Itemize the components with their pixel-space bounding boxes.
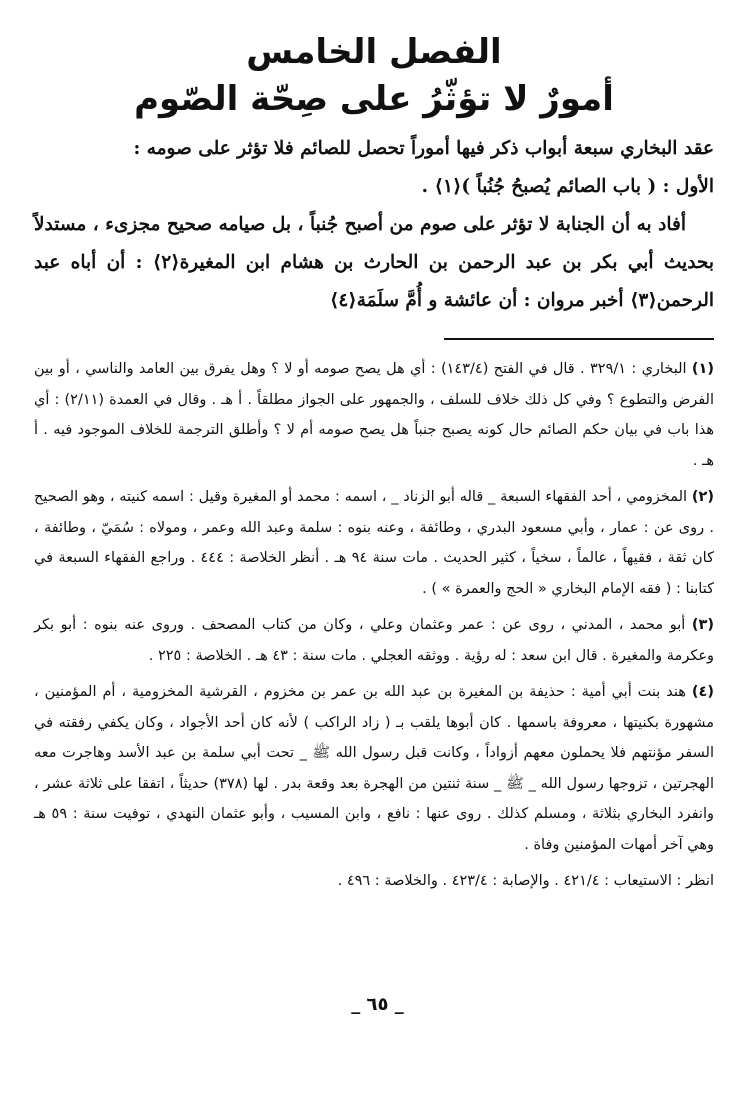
footnote-number: (٣) [691, 617, 715, 633]
footnote [34, 610, 714, 671]
chapter-title: أمورٌ لا تؤثّرُ على صِحّة الصّوم [134, 79, 614, 119]
first-item-label: الأول [675, 176, 714, 197]
chapter-number: الفصل الخامس [246, 32, 502, 72]
hadith-paragraph: أفاد به أن الجنابة لا تؤثر على صوم من أصبح جُنباً ، بل صيامه صحيح مجزىء ، مستدلاً بحديث أبي بكر بن عبد الرحمن بن الحارث بن هشام ابن المغيرة⟨٢⟩ : أن أباه عبد الرحمن⟨٣⟩ أخبر مروان : أن عائشة و أُمَّ سلَمَة⟨٤⟩ [34, 214, 714, 311]
footnote-divider [444, 338, 714, 340]
footnote-number: (٤) [691, 684, 714, 700]
footnote-text: المخزومي ، أحد الفقهاء السبعة _ قاله أبو الزناد _ ، اسمه : محمد أو المغيرة وقيل : اسمه كنيته ، وهو الصحيح . روى عن : عمار ، وأبي مسعود البدري ، وطائفة ، وعنه بنوه : سلمة وعبد الله وعمر ، ومولاه : سُمَيّ ، وطائفة ، كان ثقة ، فقيهاً ، عالماً ، سخياً ، كثير الحديث . مات سنة ٩٤ هـ . أنظر الخلاصة : ٤٤٤ . وراجع الفقهاء السبعة في كتابنا : ( فقه الإمام البخاري « الحج والعمرة » ) . [34, 489, 714, 597]
main-text [34, 130, 714, 320]
footnote-text: البخاري : ٣٢٩/١ . قال في الفتح (١٤٣/٤) : أي هل يصح صومه أو لا ؟ وهل يفرق بين العامد والناسي ، أو بين الفرض والتطوع ؟ وفي كل ذلك خلاف للسلف ، والجمهور على الجواز مطلقاً . أ هـ . وقال في العمدة (٢/١١) : أي هذا باب في بيان حكم الصائم حال كونه يصبح جنباً هل يصح صومه أم لا ؟ وأطلق الترجمة للخلاف الموجود فيه . أ هـ . [34, 361, 715, 469]
footnote-text: أبو محمد ، المدني ، روى عن : عمر وعثمان وعلي ، وكان من كتاب المصحف . وروى عنه بنوه : أبو بكر وعكرمة والمغيرة . قال ابن سعد : له رؤية . ووثقه العجلي . مات سنة : ٤٣ هـ . الخلاصة : ٢٢٥ . [34, 617, 714, 664]
footnote [34, 482, 714, 604]
footnote-number: (٢) [691, 489, 715, 505]
page-number: _ ٦٥ _ [351, 994, 404, 1015]
first-item-text: : ( باب الصائم يُصبحُ جُنُباً )⟨١⟩ . [421, 176, 670, 197]
page [34, 30, 714, 911]
footnote-number: (١) [691, 361, 715, 377]
footnote-text: هند بنت أبي أمية : حذيفة بن المغيرة بن عبد الله بن عمر بن مخزوم ، القرشية المخزومية ، أم المؤمنين ، مشهورة بكنيتها ، معروفة باسمها . كان أبوها يلقب بـ ( زاد الراكب ) لأنه كان أحد الأجواد ، وكان يكفي رفقته في السفر مؤنتهم فلا يحملون معهم أزواداً ، وكانت قبل رسول الله ﷺ _ تحت أبي سلمة بن عبد الأسد وهاجرت معه الهجرتين ، تزوجها رسول الله _ ﷺ _ سنة ثنتين من الهجرة بعد وقعة بدر . لها (٣٧٨) حديثاً ، اتفقا على ثلاثة عشر ، وانفرد البخاري بثلاثة ، ومسلم كذلك . روى عنها : نافع ، وابن المسيب ، وأبو عثمان النهدي ، توفيت سنة : ٥٩ هـ وهي آخر أمهات المؤمنين وفاة . [34, 684, 714, 853]
footnote [34, 677, 714, 860]
footnote [34, 354, 714, 476]
footnotes [34, 354, 714, 897]
intro-paragraph: عقد البخاري سبعة أبواب ذكر فيها أموراً تحصل للصائم فلا تؤثر على صومه : [133, 138, 714, 159]
first-item [34, 168, 714, 206]
references-line: انظر : الاستيعاب : ٤٢١/٤ . والإصابة : ٤٢٣/٤ . والخلاصة : ٤٩٦ . [337, 873, 714, 889]
